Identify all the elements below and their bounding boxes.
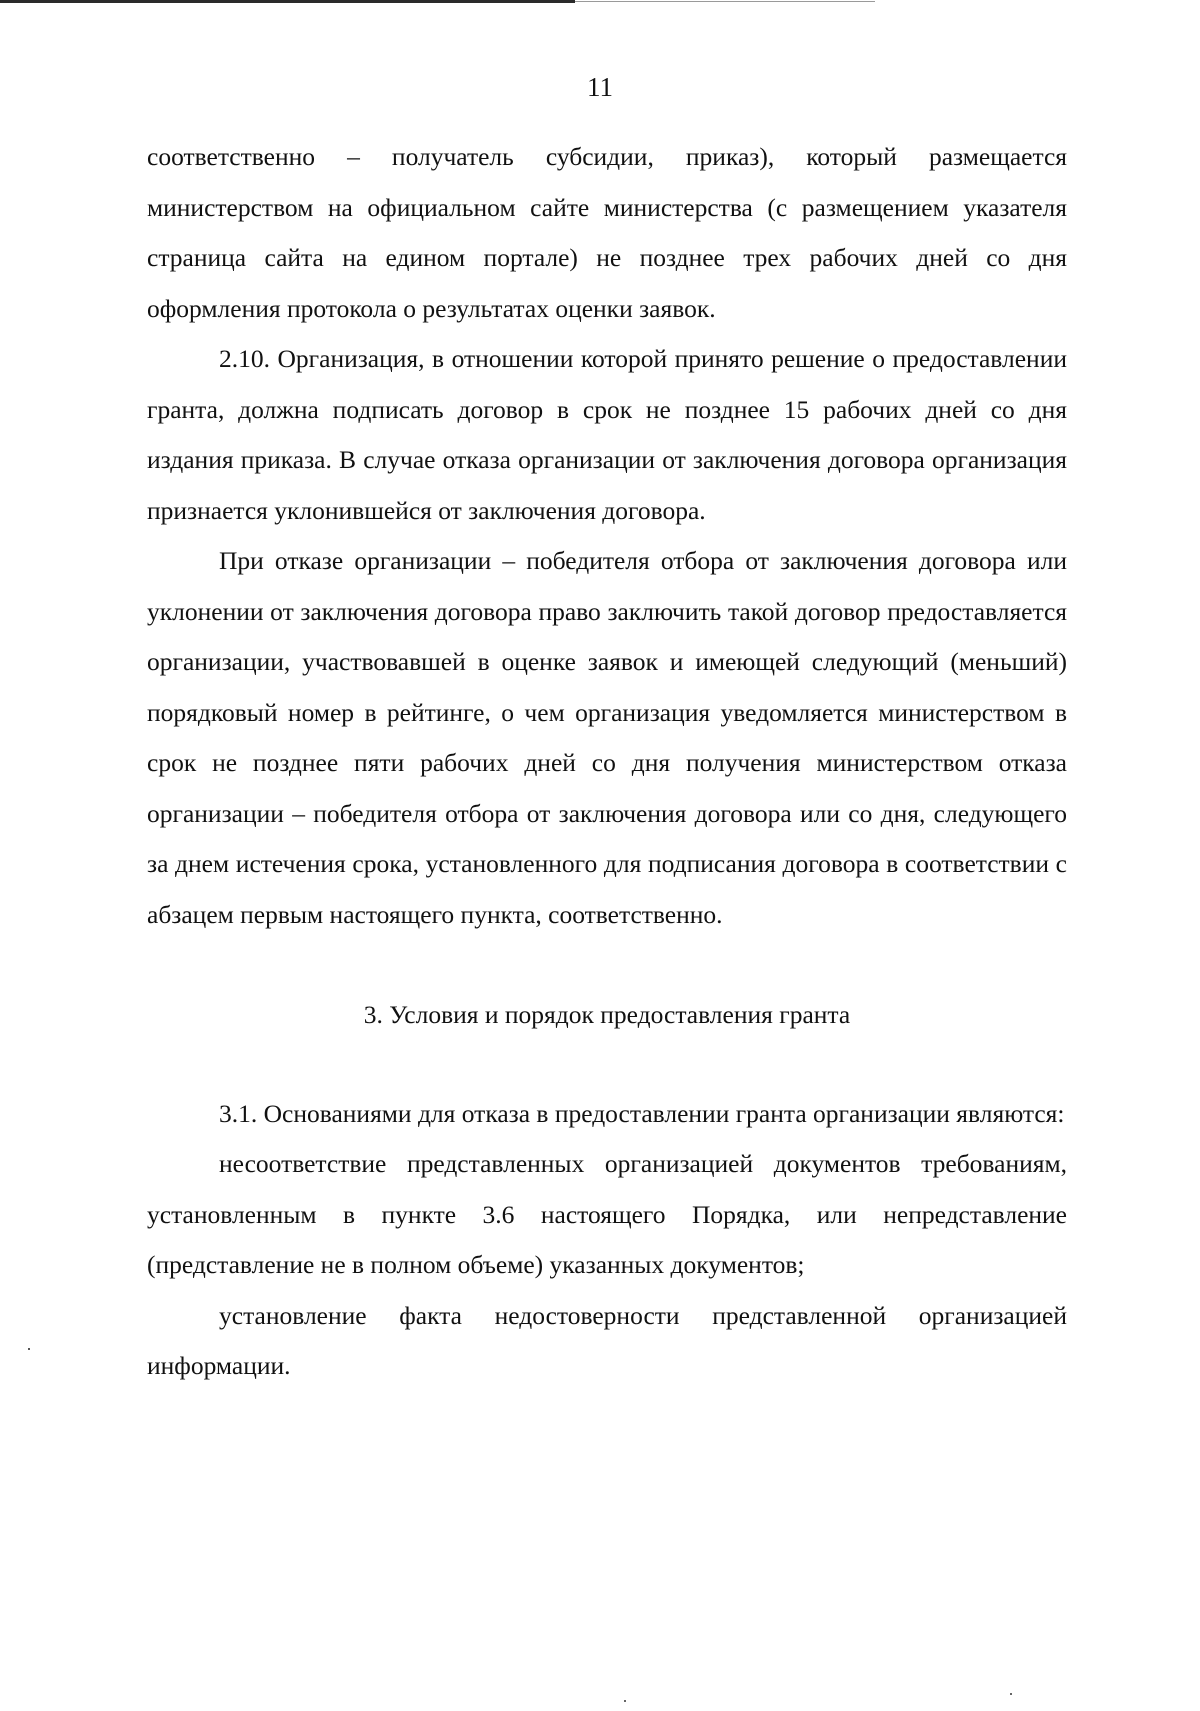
section-heading: 3. Условия и порядок предоставления гранта bbox=[363, 1000, 851, 1029]
scan-speck bbox=[28, 1348, 30, 1350]
scan-top-edge bbox=[0, 0, 575, 3]
document-body bbox=[147, 132, 1067, 1392]
paragraph-3-1: 3.1. Основаниями для отказа в предоставлении гранта организации являются: bbox=[219, 1098, 1065, 1128]
page-number: 11 bbox=[587, 72, 613, 102]
paragraph-noncompliance: несоответствие представленных организацией документов требованиям, установленным в пункте 3.6 настоящего Порядка, или непредставление (представление не в полном объеме) указанных документов; bbox=[147, 1149, 1067, 1279]
paragraph-false-info: установление факта недостоверности представленной организацией информации. bbox=[147, 1300, 1067, 1380]
scan-top-edge-thin bbox=[575, 1, 875, 2]
paragraph-refusal: При отказе организации – победителя отбора от заключения договора или уклонении от заключения договора право заключить такой договор предоставляется организации, участвовавшей в оценке заявок и имеющей следующий (меньший) порядковый номер в рейтинге, о чем организация уведомляется министерством в срок не позднее пяти рабочих дней со дня получения министерством отказа организации – победителя отбора от заключения договора или со дня, следующего за днем истечения срока, установленного для подписания договора в соответствии с абзацем первым настоящего пункта, соответственно. bbox=[147, 546, 1067, 929]
paragraph-continuation: соответственно – получатель субсидии, приказ), который размещается министерством на официальном сайте министерства (с размещением указателя страница сайта на едином портале) не позднее трех рабочих дней со дня оформления протокола о результатах оценки заявок. bbox=[147, 142, 1067, 323]
paragraph-2-10: 2.10. Организация, в отношении которой принято решение о предоставлении гранта, должна подписать договор в срок не позднее 15 рабочих дней со дня издания приказа. В случае отказа организации от заключения договора организация признается уклонившейся от заключения договора. bbox=[147, 344, 1067, 525]
scan-speck bbox=[1010, 1693, 1012, 1695]
scan-speck bbox=[624, 1700, 626, 1702]
